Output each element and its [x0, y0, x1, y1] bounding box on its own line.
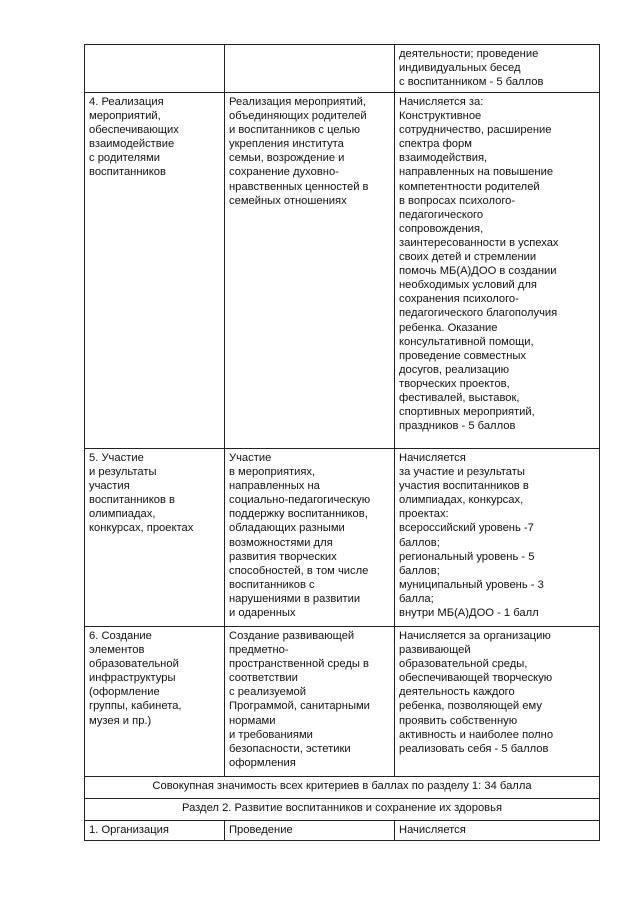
content-cell — [225, 45, 395, 93]
section-title: Раздел 2. Развитие воспитанников и сохранение их здоровья — [85, 799, 600, 821]
table-row — [85, 627, 600, 777]
table-row — [85, 45, 600, 93]
content-cell: Создание развивающей предметно- пространственной среды в соответствии с реализуемой Программой, санитарными нормами и требованиями безопасности, эстетики оформления — [225, 627, 395, 777]
table-row — [85, 821, 600, 841]
scoring-cell: Начисляется за участие и результаты участия воспитанников в олимпиадах, конкурсах, проектах: всероссийский уровень -7 баллов; региональный уровень - 5 баллов; муниципальный уровень - 3 балла; внутри МБ(А)ДОО - 1 балл — [395, 449, 600, 627]
scoring-cell: Начисляется за организацию развивающей образовательной среды, обеспечивающей творческую деятельность каждого ребенка, позволяющей ему проявить собственную активность и наиболее полно реализовать себя - 5 баллов — [395, 627, 600, 777]
content-cell: Участие в мероприятиях, направленных на социально-педагогическую поддержку воспитанников, обладающих разными возможностями для развития творческих способностей, в том числе воспитанников с нарушениями в развитии и одаренных — [225, 449, 395, 627]
criterion-cell: 6. Создание элементов образовательной инфраструктуры (оформление группы, кабинета, музея и пр.) — [85, 627, 225, 777]
criterion-cell: 1. Организация — [85, 821, 225, 841]
total-row — [85, 777, 600, 799]
section-header-row — [85, 799, 600, 821]
total-score: Совокупная значимость всех критериев в баллах по разделу 1: 34 балла — [85, 777, 600, 799]
content-cell: Проведение — [225, 821, 395, 841]
scoring-cell: Начисляется за: Конструктивное сотрудничество, расширение спектра форм взаимодействия, направленных на повышение компетентности родителей в вопросах психолого- педагогического сопровождения, заинтересованности в успехах своих детей и стремлении помочь МБ(А)ДОО в создании необходимых условий для сохранения психолого- педагогического благополучия ребенка. Оказание консультативной помощи, проведение совместных досугов, реализацию творческих проектов, фестивалей, выставок, спортивных мероприятий, праздников - 5 баллов — [395, 93, 600, 449]
criterion-cell — [85, 45, 225, 93]
table-row — [85, 93, 600, 449]
criterion-cell: 4. Реализация мероприятий, обеспечивающих взаимодействие с родителями воспитанников — [85, 93, 225, 449]
criterion-cell: 5. Участие и результаты участия воспитанников в олимпиадах, конкурсах, проектах — [85, 449, 225, 627]
content-cell: Реализация мероприятий, объединяющих родителей и воспитанников с целью укрепления института семьи, возрождение и сохранение духовно- нравственных ценностей в семейных отношениях — [225, 93, 395, 449]
table-row — [85, 449, 600, 627]
criteria-table — [84, 44, 600, 841]
scoring-cell: Начисляется — [395, 821, 600, 841]
scoring-cell: деятельности; проведение индивидуальных бесед с воспитанником - 5 баллов — [395, 45, 600, 93]
